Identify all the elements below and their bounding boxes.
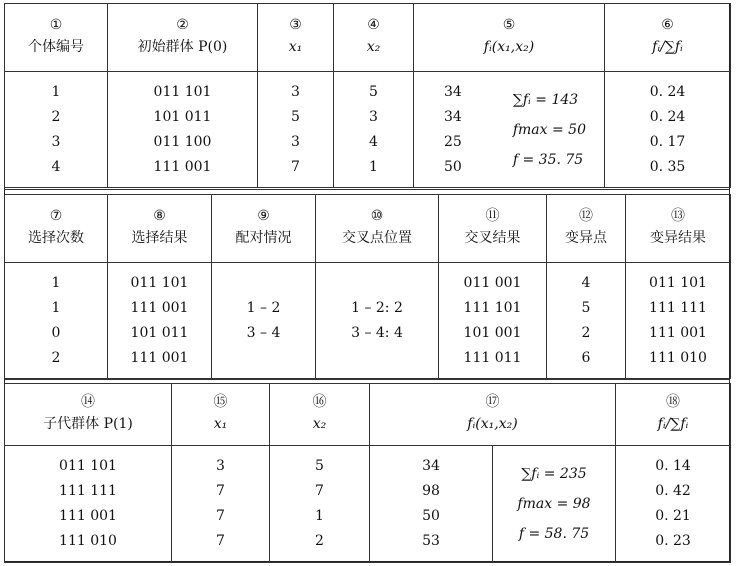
pairing-list: 1 – 2 3 – 4	[212, 263, 316, 379]
data-row	[5, 446, 731, 563]
cross-point-list: 1 – 2: 2 3 – 4: 4	[316, 263, 439, 379]
header-mut-point: ⑫ 变异点	[547, 195, 626, 263]
f-max: fmax = 98	[517, 496, 591, 512]
population-list: 011 101 101 011 011 100 111 001	[108, 72, 258, 188]
select-result-list: 011 101 111 001 101 011 111 001	[108, 263, 212, 379]
f-max: fmax = 50	[512, 121, 586, 138]
x2-list: 5 7 1 2	[270, 446, 370, 563]
header-id: ① 个体编号	[5, 4, 108, 72]
sum-f: ∑fᵢ = 235	[521, 466, 587, 482]
mut-result-list: 011 101 111 111 111 001 111 010	[626, 263, 731, 379]
header-pairing: ⑨ 配对情况	[212, 195, 316, 263]
header-ratio: ⑥ fᵢ/∑fᵢ	[605, 4, 731, 72]
ratio-list: 0. 14 0. 42 0. 21 0. 23	[616, 446, 731, 563]
x1-list: 3 7 7 7	[172, 446, 270, 563]
id-list: 1 2 3 4	[5, 72, 108, 188]
double-rule	[4, 189, 730, 190]
fitness-cell	[414, 72, 605, 188]
offspring-list: 011 101 111 111 111 001 111 010	[5, 446, 172, 563]
data-row	[5, 72, 731, 188]
header-cross-result: ⑪ 交叉结果	[439, 195, 547, 263]
table-selection-crossover	[4, 194, 731, 379]
header-x1: ③ x₁	[258, 4, 334, 72]
cross-result-list: 011 001 111 101 101 001 111 011	[439, 263, 547, 379]
double-rule	[4, 379, 730, 380]
header-fitness: ⑤ fᵢ(x₁,x₂)	[414, 4, 605, 72]
fitness-list: 34 34 25 50	[444, 83, 462, 175]
header-x2: ⑯ x₂	[270, 384, 370, 446]
header-mut-result: ⑬ 变异结果	[626, 195, 731, 263]
header-fitness: ⑰ fᵢ(x₁,x₂)	[370, 384, 616, 446]
header-ratio: ⑱ fᵢ/∑fᵢ	[616, 384, 731, 446]
mut-point-list: 4 5 2 6	[547, 263, 626, 379]
header-x1: ⑮ x₁	[172, 384, 270, 446]
fitness-cell	[370, 446, 616, 563]
header-select-result: ⑧ 选择结果	[108, 195, 212, 263]
table-offspring-population	[4, 383, 731, 563]
f-avg: f = 35. 75	[512, 151, 584, 168]
header-population: ② 初始群体 P(0)	[108, 4, 258, 72]
header-row	[5, 4, 731, 72]
header-x2: ④ x₂	[334, 4, 414, 72]
fitness-summary	[513, 85, 586, 175]
f-avg: f = 58. 75	[518, 526, 590, 542]
data-row	[5, 263, 731, 379]
ratio-list: 0. 24 0. 24 0. 17 0. 35	[605, 72, 731, 188]
fitness-summary	[493, 446, 615, 562]
header-row	[5, 195, 731, 263]
header-select-count: ⑦ 选择次数	[5, 195, 108, 263]
header-offspring: ⑭ 子代群体 P(1)	[5, 384, 172, 446]
select-count-list: 1 1 0 2	[5, 263, 108, 379]
x2-list: 5 3 4 1	[334, 72, 414, 188]
header-row	[5, 384, 731, 446]
fitness-list: 34 98 50 53	[370, 446, 493, 562]
table-initial-population	[4, 3, 731, 188]
header-cross-point: ⑩ 交叉点位置	[316, 195, 439, 263]
sum-f: ∑fᵢ = 143	[512, 91, 579, 108]
x1-list: 3 5 3 7	[258, 72, 334, 188]
